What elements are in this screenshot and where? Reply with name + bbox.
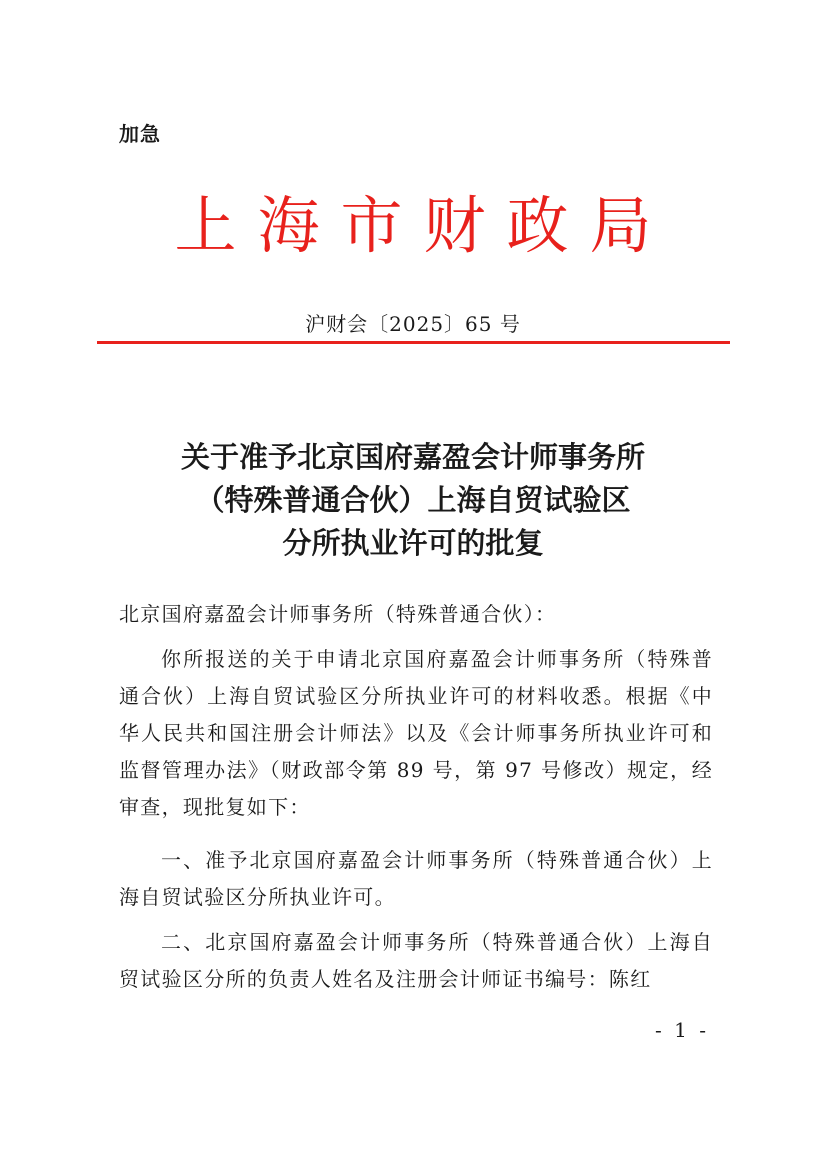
title-line-2: （特殊普通合伙）上海自贸试验区 bbox=[195, 483, 631, 517]
urgency-label: 加急 bbox=[119, 122, 161, 146]
body-paragraph-3: 二、北京国府嘉盈会计师事务所（特殊普通合伙）上海自贸试验区分所的负责人姓名及注册会计师证书编号：陈红 bbox=[119, 930, 713, 991]
page-number: - 1 - bbox=[655, 1018, 709, 1042]
document-title bbox=[0, 436, 826, 565]
issuing-agency-heading: 上海市财政局 bbox=[174, 189, 673, 262]
document-number: 沪财会〔2025〕65 号 bbox=[305, 312, 521, 336]
title-line-1: 关于准予北京国府嘉盈会计师事务所 bbox=[180, 440, 645, 474]
red-divider-line bbox=[97, 341, 730, 344]
body-paragraph-1: 你所报送的关于申请北京国府嘉盈会计师事务所（特殊普通合伙）上海自贸试验区分所执业许可的材料收悉。根据《中华人民共和国注册会计师法》以及《会计师事务所执业许可和监督管理办法》（财政部令第 89 号，第 97 号修改）规定，经审查，现批复如下： bbox=[119, 647, 713, 819]
body-paragraph-2: 一、准予北京国府嘉盈会计师事务所（特殊普通合伙）上海自贸试验区分所执业许可。 bbox=[119, 848, 713, 909]
title-line-3: 分所执业许可的批复 bbox=[282, 526, 544, 560]
salutation: 北京国府嘉盈会计师事务所（特殊普通合伙）： bbox=[119, 602, 557, 626]
